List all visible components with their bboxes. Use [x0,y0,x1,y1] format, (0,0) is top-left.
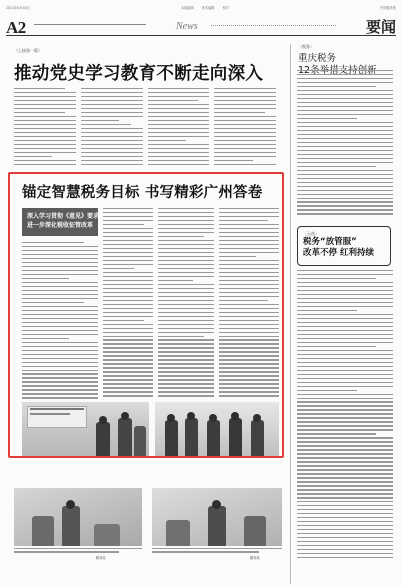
issue-date: 2021年6月18日 [6,6,30,10]
article-kicker: （上接第一版） [14,48,42,53]
right-feature-box [297,226,391,266]
paper-name: 中国税务报 [380,6,396,10]
right-article-body-2 [297,270,393,578]
photo-caption-left [14,548,142,555]
feature-photo-left [22,402,149,456]
feature-photo-right [155,402,279,456]
photo-credit-left: 税务局 [96,556,106,560]
article-column [214,88,276,166]
feature-column [22,242,98,400]
right-box-title: 税务“放管服” [303,237,357,247]
feature-column [219,208,279,400]
photo-credit-right: 税务局 [250,556,260,560]
feature-column [103,208,153,400]
top-strip [6,3,396,12]
header-dots [211,25,336,27]
right-title-line1: 重庆税务 [298,53,337,64]
right-box-subtitle: 改革不停 红利持续 [303,248,374,258]
right-article-body [297,70,393,220]
page-number: A2 [6,18,26,37]
right-kicker: 〔税务〕 [298,44,314,49]
proof-credit: 校对 [222,6,229,10]
right-box-kicker: 〔云南〕 [303,231,319,236]
bottom-photo-right [152,488,282,546]
article-column [14,88,76,166]
article-column [81,88,143,166]
editor-credit: 本版编辑 [180,6,194,10]
feature-title: 锚定智慧税务目标 书写精彩广州答卷 [22,185,263,201]
article-column [148,88,210,166]
header-rule [34,24,146,25]
section-title: 要闻 [365,18,396,36]
feature-subtitle-line: 进一步深化税收征管改革 [27,222,94,229]
feature-subtitle-line: 深入学习贯彻《意见》要求· [27,213,102,220]
bottom-photo-left [14,488,142,546]
feature-column [158,208,214,400]
photo-caption-right [152,548,282,555]
article-body [14,88,276,166]
news-label: News [176,21,198,32]
design-credit: 美术编辑 [201,6,215,10]
page-header [6,14,396,36]
feature-subtitle-box [22,208,102,236]
article-headline: 推动党史学习教育不断走向深入 [14,64,264,84]
editor-credits [181,5,229,10]
